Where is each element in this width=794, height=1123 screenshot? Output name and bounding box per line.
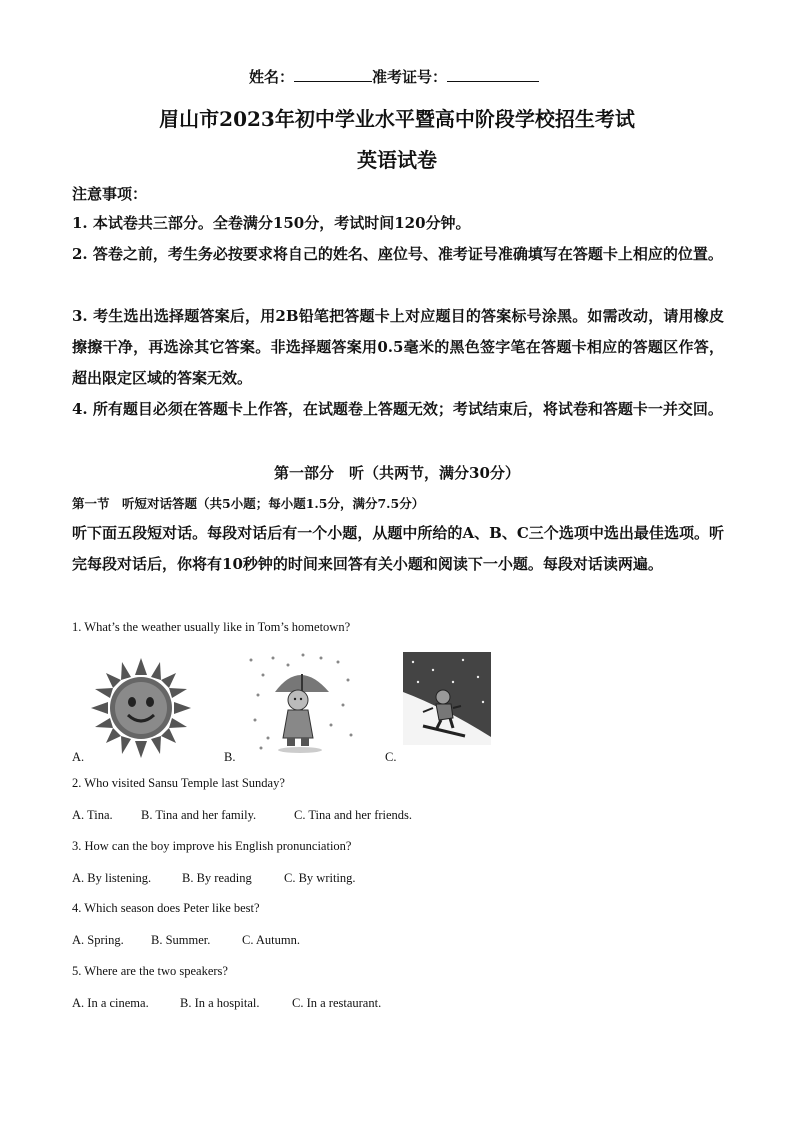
question-1: 1. What’s the weather usually like in Tom’s hometown?: [72, 620, 351, 634]
q1-option-c[interactable]: C.: [385, 750, 397, 764]
q1-option-b[interactable]: B.: [224, 750, 236, 764]
notice-item-2: 2. 答卷之前，考生务必按要求将自己的姓名、座位号、准考证号准确填写在答题卡上相应的位置。: [72, 245, 723, 263]
id-label: 准考证号：: [372, 68, 448, 86]
q2-option-b[interactable]: B. Tina and her family.: [141, 808, 257, 822]
q1-option-a[interactable]: A.: [72, 750, 85, 764]
q2-option-c[interactable]: C. Tina and her friends.: [294, 808, 413, 822]
sun-icon[interactable]: [86, 658, 196, 758]
q3-option-c[interactable]: C. By writing.: [284, 871, 356, 885]
part1-heading: 第一部分 听（共两节，满分30分）: [274, 464, 520, 482]
q5-option-a[interactable]: A. In a cinema.: [72, 996, 149, 1010]
name-blank[interactable]: [294, 67, 372, 82]
question-5: 5. Where are the two speakers?: [72, 964, 228, 978]
q4-option-a[interactable]: A. Spring.: [72, 933, 124, 947]
notice-item-3: 3. 考生选出选择题答案后，用2B铅笔把答题卡上对应题目的答案标号涂黑。如需改动，请用橡皮擦擦干净，再选涂其它答案。非选择题答案用0.5毫米的黑色签字笔在答题卡相应的答题区作答，超出限定区域的答案无效。: [72, 307, 724, 387]
name-label: 姓名：: [249, 68, 295, 86]
rain-umbrella-icon[interactable]: [243, 650, 358, 755]
notice-heading: 注意事项：: [72, 185, 148, 203]
q5-option-c[interactable]: C. In a restaurant.: [292, 996, 382, 1010]
question-2: 2. Who visited Sansu Temple last Sunday?: [72, 776, 285, 790]
page-subtitle: 英语试卷: [357, 148, 437, 172]
snow-skiing-icon[interactable]: [403, 652, 491, 745]
q2-option-a[interactable]: A. Tina.: [72, 808, 113, 822]
q4-option-c[interactable]: C. Autumn.: [242, 933, 300, 947]
q3-option-b[interactable]: B. By reading: [182, 871, 252, 885]
exam-header: [249, 66, 539, 87]
section1-instructions: 听下面五段短对话。每段对话后有一个小题，从题中所给的A、B、C三个选项中选出最佳选项。听完每段对话后，你将有10秒钟的时间来回答有关小题和阅读下一小题。每段对话读两遍。: [72, 524, 724, 573]
q4-option-b[interactable]: B. Summer.: [151, 933, 211, 947]
notice-item-4: 4. 所有题目必须在答题卡上作答，在试题卷上答题无效；考试结束后，将试卷和答题卡一并交回。: [72, 400, 723, 418]
id-blank[interactable]: [447, 67, 539, 82]
page-title: 眉山市2023年初中学业水平暨高中阶段学校招生考试: [159, 107, 635, 131]
question-3: 3. How can the boy improve his English pronunciation?: [72, 839, 352, 853]
q5-option-b[interactable]: B. In a hospital.: [180, 996, 260, 1010]
q3-option-a[interactable]: A. By listening.: [72, 871, 152, 885]
question-4: 4. Which season does Peter like best?: [72, 901, 260, 915]
notice-item-1: 1. 本试卷共三部分。全卷满分150分，考试时间120分钟。: [72, 214, 471, 232]
section1-heading: 第一节 听短对话答题（共5小题；每小题1.5分，满分7.5分）: [72, 496, 425, 511]
